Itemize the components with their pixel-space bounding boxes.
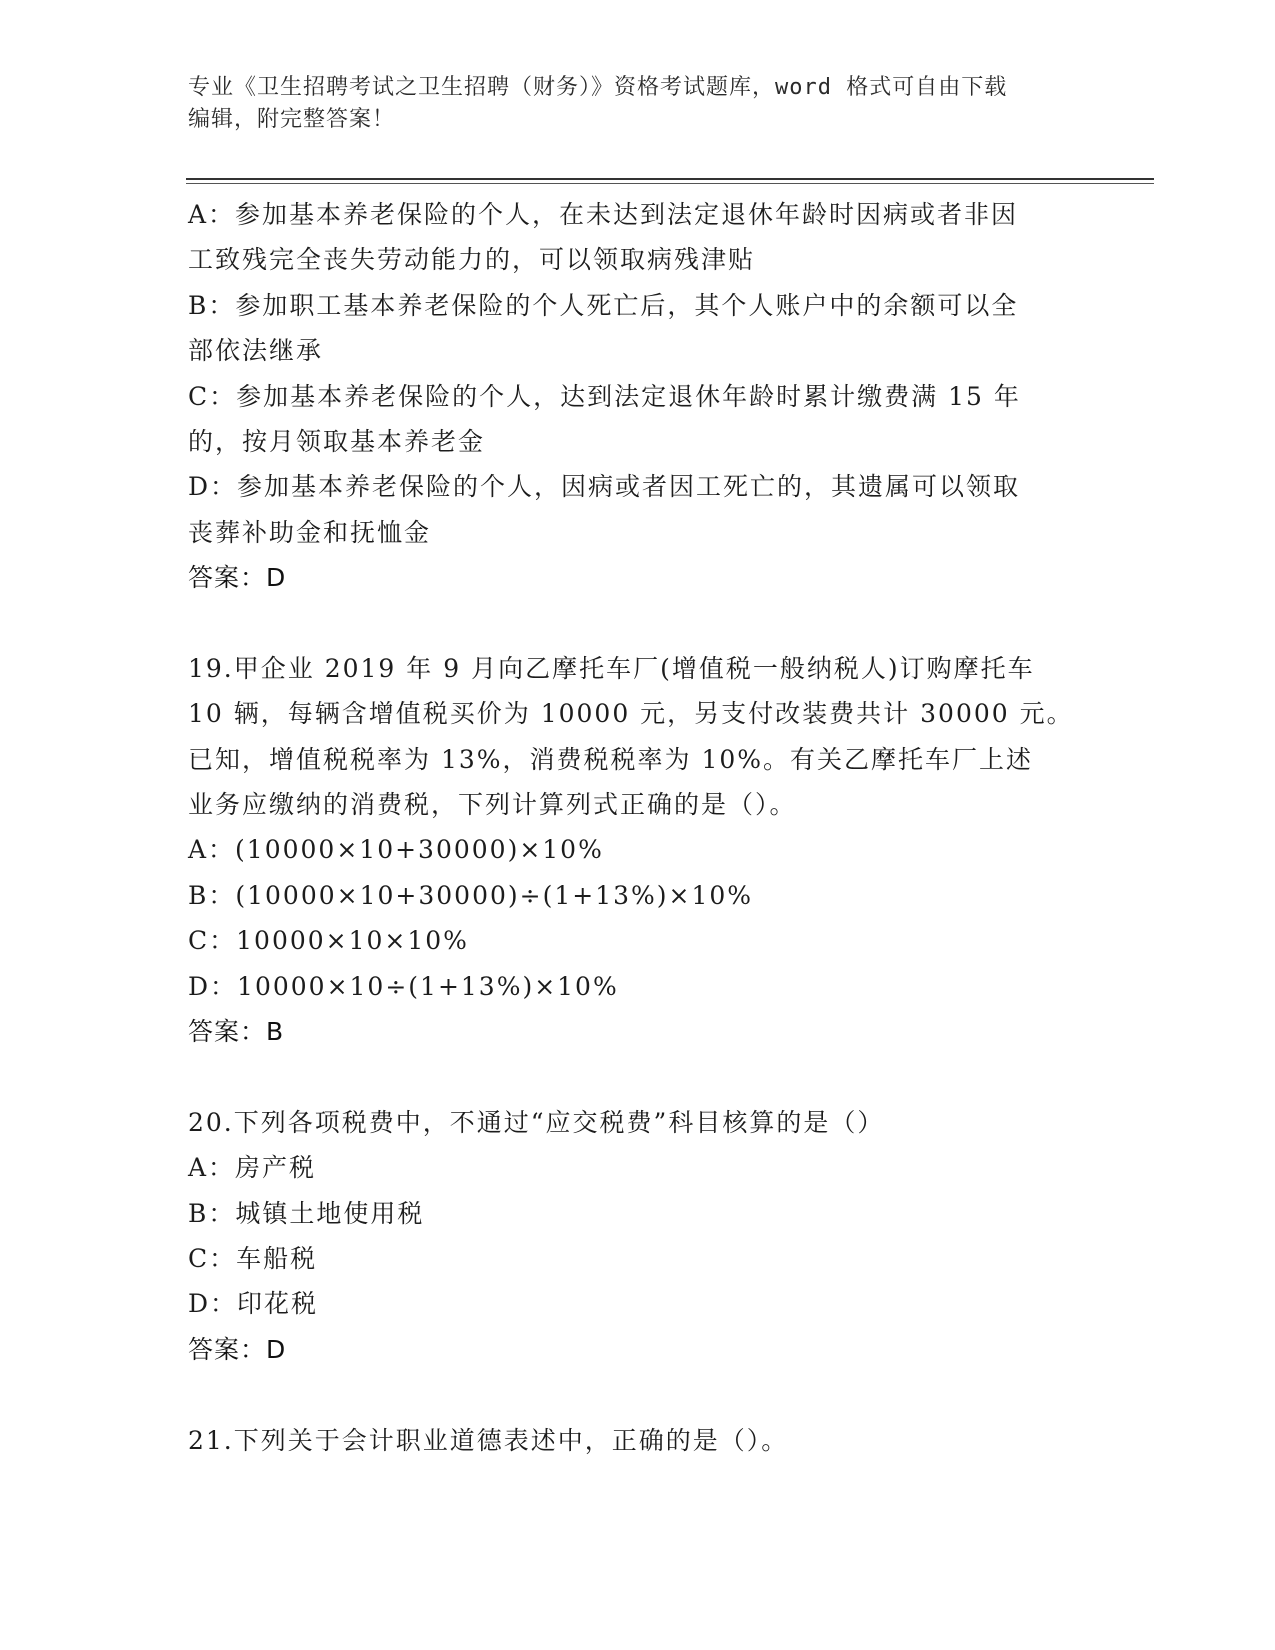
q18-option-a-line-1: A：参加基本养老保险的个人，在未达到法定退休年龄时因病或者非因 [188, 200, 1019, 229]
q18-option-d-line-1: D：参加基本养老保险的个人，因病或者因工死亡的，其遗属可以领取 [188, 472, 1021, 502]
question-18 [188, 192, 1088, 601]
q18-option-a-line-2: 工致残完全丧失劳动能力的，可以领取病残津贴 [188, 245, 756, 275]
header-line-2: 编辑，附完整答案！ [188, 107, 396, 132]
header-line-1: 专业《卫生招聘考试之卫生招聘（财务）》资格考试题库，word 格式可自由下载 [188, 75, 1008, 100]
q19-answer: 答案：B [188, 1017, 285, 1047]
spacer [188, 1054, 1088, 1099]
q18-option-c-line-2: 的，按月领取基本养老金 [188, 426, 486, 456]
spacer [188, 1372, 1088, 1417]
q19-option-c: C：10000×10×10% [188, 926, 469, 956]
question-content [188, 192, 1088, 1463]
document-header [188, 72, 1088, 136]
question-19 [188, 646, 1088, 1055]
question-20 [188, 1100, 1088, 1372]
q19-stem-line-1: 19.甲企业 2019 年 9 月向乙摩托车厂(增值税一般纳税人)订购摩托车 [188, 653, 1035, 683]
question-21 [188, 1418, 1088, 1463]
q19-option-a: A：(10000×10+30000)×10% [188, 835, 604, 865]
q20-answer: 答案：D [188, 1334, 287, 1364]
q18-option-c-line-1: C：参加基本养老保险的个人，达到法定退休年龄时累计缴费满 15 年 [188, 381, 1021, 411]
spacer [188, 601, 1088, 646]
q21-stem: 21.下列关于会计职业道德表述中，正确的是（）。 [188, 1425, 789, 1455]
q19-stem-line-3: 已知，增值税税率为 13%，消费税税率为 10%。有关乙摩托车厂上述 [188, 744, 1034, 774]
q18-option-d-line-2: 丧葬补助金和抚恤金 [188, 517, 432, 547]
q19-stem-line-4: 业务应缴纳的消费税，下列计算列式正确的是（）。 [188, 790, 797, 820]
q18-answer: 答案：D [188, 563, 287, 593]
header-divider-thin [186, 183, 1154, 184]
q20-option-d: D：印花税 [188, 1289, 319, 1319]
q20-option-a: A：房产税 [188, 1153, 317, 1183]
q18-option-b-line-2: 部依法继承 [188, 336, 324, 366]
q18-option-b-line-1: B：参加职工基本养老保险的个人死亡后，其个人账户中的余额可以全 [188, 290, 1019, 320]
q19-stem-line-2: 10 辆，每辆含增值税买价为 10000 元，另支付改装费共计 30000 元。 [188, 699, 1074, 729]
q20-stem: 20.下列各项税费中，不通过“应交税费”科目核算的是（） [188, 1107, 885, 1137]
q19-option-d: D：10000×10÷(1+13%)×10% [188, 971, 619, 1001]
header-divider-thick [186, 178, 1154, 180]
q20-option-c: C：车船税 [188, 1243, 318, 1273]
q19-option-b: B：(10000×10+30000)÷(1+13%)×10% [188, 880, 754, 910]
q20-option-b: B：城镇土地使用税 [188, 1198, 425, 1228]
